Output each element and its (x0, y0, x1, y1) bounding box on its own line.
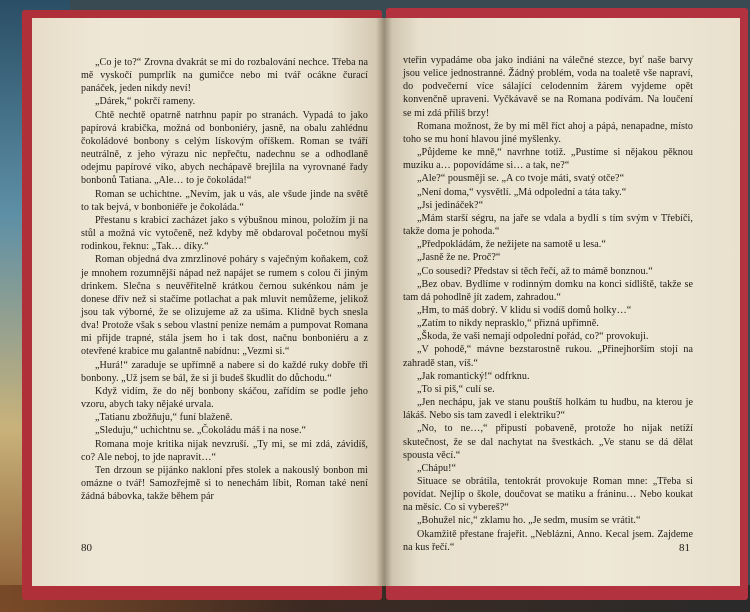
paragraph: „To si piš,“ culí se. (417, 383, 495, 395)
paragraph: „Není doma,“ vysvětlí. „Má odpolední a táta taky.“ (417, 186, 627, 198)
paragraph: vteřin vypadáme oba jako indiáni na válečné stezce, byť naše barvy jsou velice jednostranné. Žádný problém, voda na toaletě vše napraví, do podvečerní více sálající celodenním žárem vyjdeme opět konvenčně upraveni. Vyčkávavě se na Romana podívám. Na loučení se mi zdá příliš brzy! (403, 55, 693, 119)
paragraph: „Bohužel nic,“ zklamu ho. „Je sedm, musím se vrátit.“ (417, 515, 641, 527)
paragraph: Okamžitě přestane frajeřit. „Neblázni, Anno. Kecal jsem. Zajdeme na kus řečí.“ (403, 528, 693, 553)
paragraph: „Bez obav. Bydlíme v rodinným domku na konci sídliště, takže se tam dá pohodlně jít zadem, zahradou.“ (403, 278, 693, 303)
paragraph: „Mám starší ségru, na jaře se vdala a bydlí s tím svým v Třebíči, takže doma je pohoda.“ (403, 212, 693, 238)
paragraph: „Hurá!“ zaraduje se upřímně a nabere si do každé ruky dobře tři bonbony. „Už jsem se bál, že si ji budeš škudlit do důchodu.“ (81, 359, 368, 384)
paragraph: Roman se uchichtne. „Nevím, jak u vás, ale všude jinde na světě to tak bejvá, v bonboniéře je čokoláda.“ (81, 188, 368, 213)
paragraph: „V pohodě,“ mávne bezstarostně rukou. „Přinejhorším stojí na zahradě stan, víš.“ (403, 344, 693, 369)
left-page-text (81, 56, 368, 503)
book-spine (376, 18, 392, 586)
paragraph: „Chápu!“ (417, 462, 457, 474)
paragraph: „Předpokládám, že nežijete na samotě u lesa.“ (417, 239, 606, 251)
paragraph: Chtě nechtě opatrně natrhnu papír po stranách. Vypadá to jako papírová krabička, možná od bonboniéry, jasně, na obalu zahlédnu čokoládové bonbony s celým lískovým oříškem. Roman se tváří neutrálně, z jeho výrazu nic nepřečtu, nadechnu se a odhodlaně odejmu papírové víko, abych nechápavě brejlila na vyrovnané řady bonbonů Tatiana. „Ale… to je čokoláda!“ (81, 109, 368, 187)
paragraph: „No, to ne…,“ připustí pobaveně, protože ho nijak netíží skutečnost, že se dal nachytat na švestkách. „Ve stanu se dá dělat spousta věcí.“ (403, 423, 693, 461)
paragraph: „Jasně že ne. Proč?“ (417, 252, 501, 264)
paragraph: „Půjdeme ke mně,“ navrhne totiž. „Pustíme si nějakou pěknou muziku a… popovídáme si… a tak, ne?“ (403, 147, 693, 172)
paragraph: „Dárek,“ pokrčí rameny. (95, 96, 196, 108)
paragraph: „Škoda, že vaši nemají odpolední pořád, co?“ provokuji. (417, 331, 649, 343)
paragraph: Ten drzoun se pijánko nakloní přes stolek a nakouslý bonbon mi omázne o tvář! Samozřejmě si to nenechám líbit, Roman také není žádná bábovka, takže během pár (81, 464, 368, 503)
paragraph: „Ale?“ pousměji se. „A co tvoje máti, svatý otče?“ (417, 173, 625, 185)
right-page (384, 18, 740, 586)
paragraph: „Tatianu zbožňuju,“ funí blaženě. (95, 412, 233, 424)
paragraph: Když vidím, že do něj bonbony skáčou, zařídím se podle jeho vzoru, abych taky nějaké urvala. (81, 385, 368, 411)
paragraph: „Zatím to nikdy neprasklo,“ přizná upřímně. (417, 318, 599, 330)
right-page-number: 81 (679, 542, 690, 554)
paragraph: „Co sousedi? Představ si těch řečí, až to mámě bonznou.“ (417, 265, 653, 277)
right-page-text (403, 54, 693, 554)
left-page (32, 18, 384, 586)
paragraph: Roman objedná dva zmrzlinové poháry s vaječným koňakem, což je mnohem rozumnější nápad než napájet se rumem s colou či jiným drinkem. Slečna s neuvěřitelně krátkou černou sukénkou nám je donese dřív než si stačíme potlachat a pak mluvit nemůžeme, jelikož jsou tak výborné, že se olizujeme až za ušima. Klidně bych snesla dva! Protože však s sebou vlastní peníze nemám a pumpovat Romana mi přijde trapné, stála jsem ho i tak dost, načnu bonboniéru a z otevřené krabice mu galantně nabídnu: „Vezmi si.“ (81, 254, 368, 358)
left-page-number: 80 (81, 542, 92, 554)
paragraph: Romana moje kritika nijak nevzruší. „Ty mi, se mi zdá, závidíš, co? Ale neboj, to jde napravit…“ (81, 438, 368, 463)
paragraph: „Sleduju,“ uchichtnu se. „Čokoládu máš i na nose.“ (95, 425, 307, 437)
paragraph: Přestanu s krabicí zacházet jako s výbušnou minou, položím ji na stůl a možná víc vytočeně, než kdyby mě obdaroval početnou myší rodinkou, řeknu: „Tak… díky.“ (81, 214, 368, 253)
paragraph: „Jen nechápu, jak ve stanu pouštíš holkám tu hudbu, na kterou je lákáš. Nebo sis tam zavedl i elektriku?“ (403, 397, 693, 422)
paragraph: „Jsi jedináček?“ (417, 199, 484, 211)
paragraph: Romana možnost, že by mi měl říct ahoj a pápá, nenapadne, místo toho se mu honí hlavou jiné myšlenky. (403, 120, 693, 145)
paragraph: Situace se obrátila, tentokrát provokuje Roman mne: „Třeba si povídat. Nejlíp o škole, doučovat se matiku a fráninu… Nebo koukat na měsíc. Co si vybereš?“ (403, 476, 693, 514)
paragraph: „Hm, to máš dobrý. V klidu si vodíš domů holky…“ (417, 304, 632, 316)
paragraph: „Co je to?“ Zrovna dvakrát se mi do rozbalování nechce. Třeba na mě vyskočí pumprlík na gumičce nebo mi tvář ocákne čurací panáček, jeden nikdy neví! (81, 57, 368, 95)
paragraph: „Jak romantický!“ odfrknu. (417, 370, 530, 382)
